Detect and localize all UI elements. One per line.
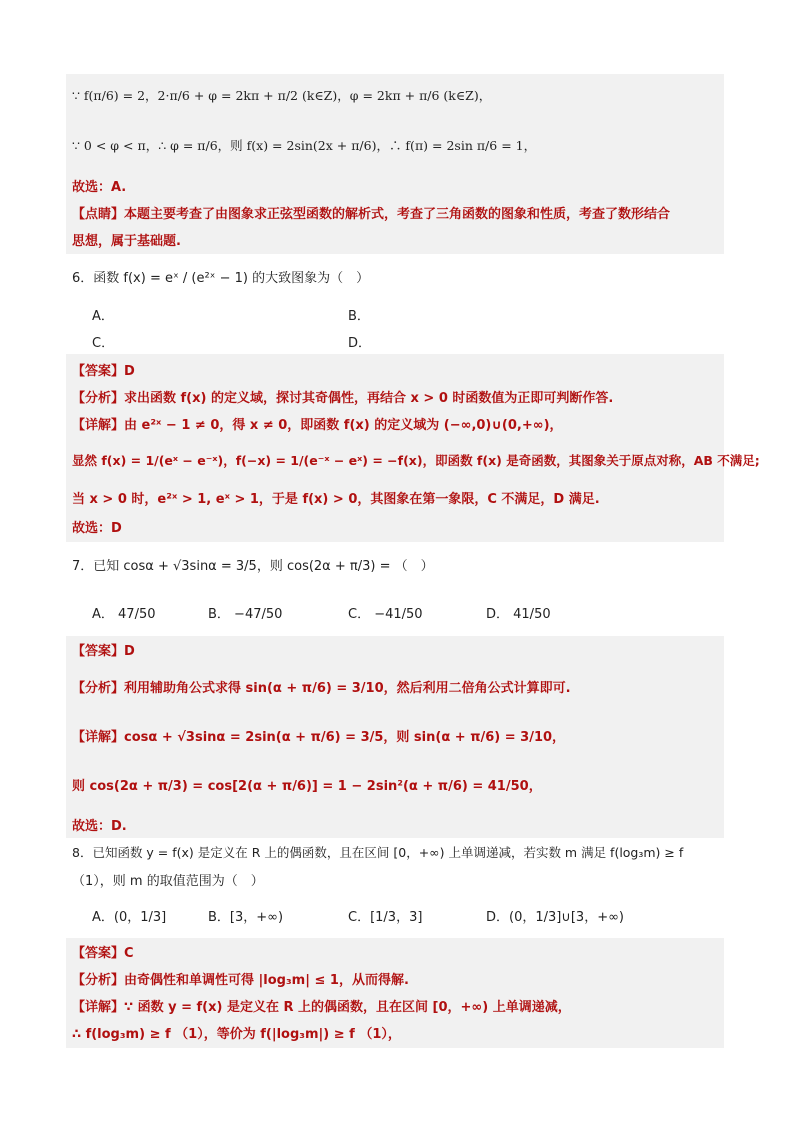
q8-analysis: 【分析】由奇偶性和单调性可得 |log₃m| ≤ 1，从而得解. (72, 973, 409, 988)
q7-option-b: B． −47/50 (208, 607, 283, 622)
comment-tag: 【点睛】 (72, 207, 125, 222)
q8-detail-1: 【详解】∵ 函数 y = f(x) 是定义在 R 上的偶函数，且在区间 [0，+∞) 上单调递减， (72, 1000, 571, 1015)
q8-option-d: D．(0，1/3]∪[3，+∞) (486, 910, 624, 925)
q7-choice: 故选：D. (72, 819, 127, 834)
q8-option-c: C．[1/3，3] (348, 910, 423, 925)
prev-choice: 故选：A. (72, 180, 127, 195)
q7-option-a: A． 47/50 (92, 607, 156, 622)
q7-stem: 7．已知 cosα + √3sinα = 3/5，则 cos(2α + π/3) = （ ） (72, 559, 434, 574)
q6-detail-1: 【详解】由 e²ˣ − 1 ≠ 0，得 x ≠ 0，即函数 f(x) 的定义域为 (−∞,0)∪(0,+∞)， (72, 418, 563, 433)
q8-stem-1: 8．已知函数 y = f(x) 是定义在 R 上的偶函数，且在区间 [0，+∞) 上单调递减，若实数 m 满足 f(log₃m) ≥ f (72, 845, 684, 860)
q8-detail-2: ∴ f(log₃m) ≥ f （1），等价为 f(|log₃m|) ≥ f （1）， (72, 1027, 401, 1042)
q8-option-b: B．[3，+∞) (208, 910, 284, 925)
q6-detail-3: 当 x > 0 时，e²ˣ > 1, eˣ > 1，于是 f(x) > 0，其图象在第一象限，C 不满足，D 满足. (72, 492, 600, 507)
q6-option-d: D． (348, 336, 372, 351)
q6-analysis: 【分析】求出函数 f(x) 的定义域，探讨其奇偶性，再结合 x > 0 时函数值为正即可判断作答. (72, 391, 614, 406)
q6-answer: 【答案】D (72, 364, 135, 379)
q8-answer: 【答案】C (72, 946, 134, 961)
q8-stem-2: （1），则 m 的取值范围为（ ） (72, 874, 264, 889)
prev-comment-1 (72, 203, 670, 222)
q7-detail-2: 则 cos(2α + π/3) = cos[2(α + π/6)] = 1 − 2sin²(α + π/6) = 41/50， (72, 779, 542, 794)
q7-analysis: 【分析】利用辅助角公式求得 sin(α + π/6) = 3/10，然后利用二倍角公式计算即可. (72, 681, 571, 696)
q6-stem: 6．函数 f(x) = eˣ / (e²ˣ − 1) 的大致图象为（ ） (72, 271, 370, 286)
q6-detail-2: 显然 f(x) = 1/(eˣ − e⁻ˣ)，f(−x) = 1/(e⁻ˣ − eˣ) = −f(x)，即函数 f(x) 是奇函数，其图象关于原点对称，AB 不满足; (72, 453, 760, 468)
q6-option-c: C． (92, 336, 115, 351)
q7-option-c: C． −41/50 (348, 607, 423, 622)
q7-detail-1: 【详解】cosα + √3sinα = 2sin(α + π/6) = 3/5，则 sin(α + π/6) = 3/10， (72, 730, 566, 745)
q6-option-b: B． (348, 309, 370, 324)
prev-comment-2: 思想，属于基础题. (72, 234, 181, 249)
q7-option-d: D． 41/50 (486, 607, 551, 622)
q7-answer: 【答案】D (72, 644, 135, 659)
prev-line-2: ∵ 0 < φ < π，∴ φ = π/6，则 f(x) = 2sin(2x + π/6)，∴ f(π) = 2sin π/6 = 1， (72, 138, 537, 153)
q8-option-a: A．(0，1/3] (92, 910, 167, 925)
q6-choice: 故选：D (72, 521, 122, 536)
q6-option-a: A． (92, 309, 114, 324)
solution-block-q6 (66, 354, 724, 542)
comment-text-1: 本题主要考查了由图象求正弦型函数的解析式，考查了三角函数的图象和性质，考查了数形结合 (124, 207, 671, 222)
prev-line-1: ∵ f(π/6) = 2，2·π/6 + φ = 2kπ + π/2 (k∈Z)，φ = 2kπ + π/6 (k∈Z)， (72, 88, 492, 103)
